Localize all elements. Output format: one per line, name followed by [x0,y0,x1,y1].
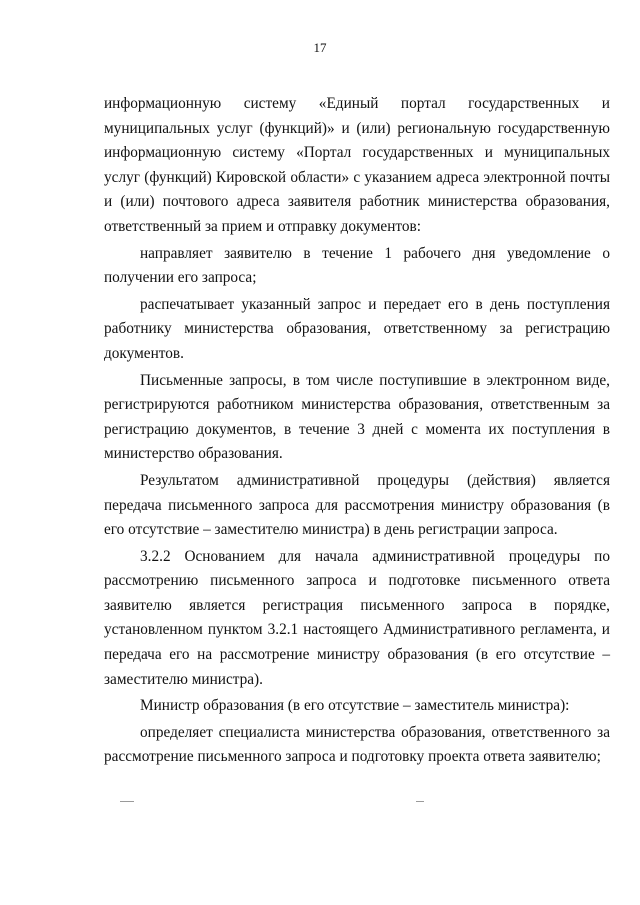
paragraph-notify-applicant: направляет заявителю в течение 1 рабочего дня уведомление о получении его запроса; [104,244,610,287]
page-number: 17 [313,40,327,55]
paragraph-continuation: информационную систему «Единый портал государственных и муниципальных услуг (функций)» и (или) региональную государственную информационную систему «Портал государственных и муниципальных услуг (функций) Кировской области» с указанием адреса электронной почты и (или) почтового адреса заявителя работник министерства образования, ответственный за прием и отправку документов: [104,95,610,235]
scan-mark-left [120,801,134,802]
paragraph-minister: Министр образования (в его отсутствие – заместитель министра): [140,697,570,715]
paragraph-print-request: распечатывает указанный запрос и передает его в день поступления работнику министерства образования, ответственному за регистрацию документов. [104,295,610,362]
document-body [104,92,610,770]
paragraph-assign-specialist: определяет специалиста министерства образования, ответственного за рассмотрение письменного запроса и подготовку проекта ответа заявителю; [104,723,610,766]
paragraph-procedure-result: Результатом административной процедуры (действия) является передача письменного запроса для рассмотрения министру образования (в его отсутствие – заместителю министра) в день регистрации запроса. [104,471,610,539]
paragraph-section-3-2-2: 3.2.2 Основанием для начала административной процедуры по рассмотрению письменного запроса и подготовке письменного ответа заявителю является регистрация письменного запроса в порядке, установленном пунктом 3.2.1 настоящего Административного регламента, и передача его на рассмотрение министру образования (в его отсутствие – заместителю министра). [104,547,610,688]
scan-mark-right [416,801,424,802]
paragraph-registration: Письменные запросы, в том числе поступившие в электронном виде, регистрируются работником министерства образования, ответственным за регистрацию документов, в течение 3 дней с момента их поступления в министерство образования. [104,371,610,463]
